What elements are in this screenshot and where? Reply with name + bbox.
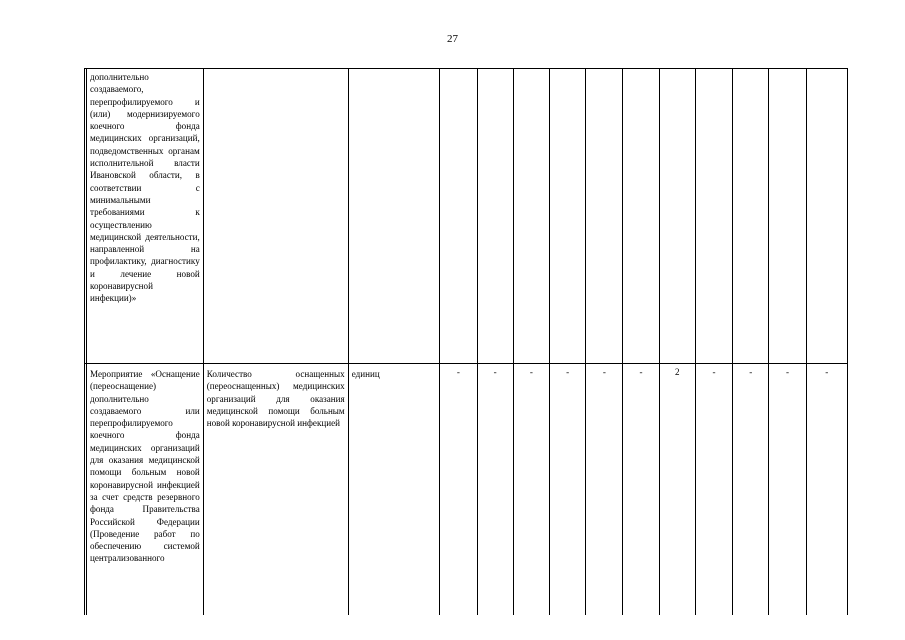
indicator-name bbox=[203, 69, 348, 364]
value-cell: - bbox=[806, 364, 847, 616]
value-cell bbox=[477, 69, 513, 364]
unit-cell bbox=[348, 69, 440, 364]
table-row bbox=[85, 364, 848, 616]
value-cell: - bbox=[513, 364, 549, 616]
value-cell: - bbox=[695, 364, 732, 616]
value-cell bbox=[623, 69, 659, 364]
value-cell bbox=[586, 69, 623, 364]
event-name: Мероприятие «Оснащение (переоснащение) дополнительно создаваемого или перепрофилируемого коечного фонда медицинских организаций для оказания медицинской помощи больным новой коронавирусной инфекцией за счет средств резервного фонда Правительства Российской Федерации (Проведение работ по обеспечению системой централизованного bbox=[87, 364, 204, 616]
indicator-name: Количество оснащенных (переоснащенных) медицинских организаций для оказания медицинской помощи больным новой коронавирусной инфекцией bbox=[203, 364, 348, 616]
event-name: дополнительно создаваемого, перепрофилируемого и (или) модернизируемого коечного фонда медицинских организаций, подведомственных органам исполнительной власти Ивановской области, в соответствии с минимальными требованиями к осуществлению медицинской деятельности, направленной на профилактику, диагностику и лечение новой коронавирусной инфекции)» bbox=[87, 69, 204, 364]
value-cell bbox=[733, 69, 769, 364]
value-cell: 2 bbox=[659, 364, 695, 616]
value-cell: - bbox=[586, 364, 623, 616]
value-cell: - bbox=[623, 364, 659, 616]
value-cell bbox=[549, 69, 585, 364]
value-cell bbox=[659, 69, 695, 364]
value-cell bbox=[806, 69, 847, 364]
unit-cell: единиц bbox=[348, 364, 440, 616]
value-cell bbox=[769, 69, 806, 364]
program-table bbox=[84, 68, 848, 615]
value-cell bbox=[695, 69, 732, 364]
value-cell bbox=[440, 69, 477, 364]
value-cell: - bbox=[549, 364, 585, 616]
value-cell: - bbox=[733, 364, 769, 616]
value-cell: - bbox=[440, 364, 477, 616]
value-cell: - bbox=[477, 364, 513, 616]
table-row bbox=[85, 69, 848, 364]
value-cell bbox=[513, 69, 549, 364]
page-number: 27 bbox=[447, 33, 458, 45]
value-cell: - bbox=[769, 364, 806, 616]
